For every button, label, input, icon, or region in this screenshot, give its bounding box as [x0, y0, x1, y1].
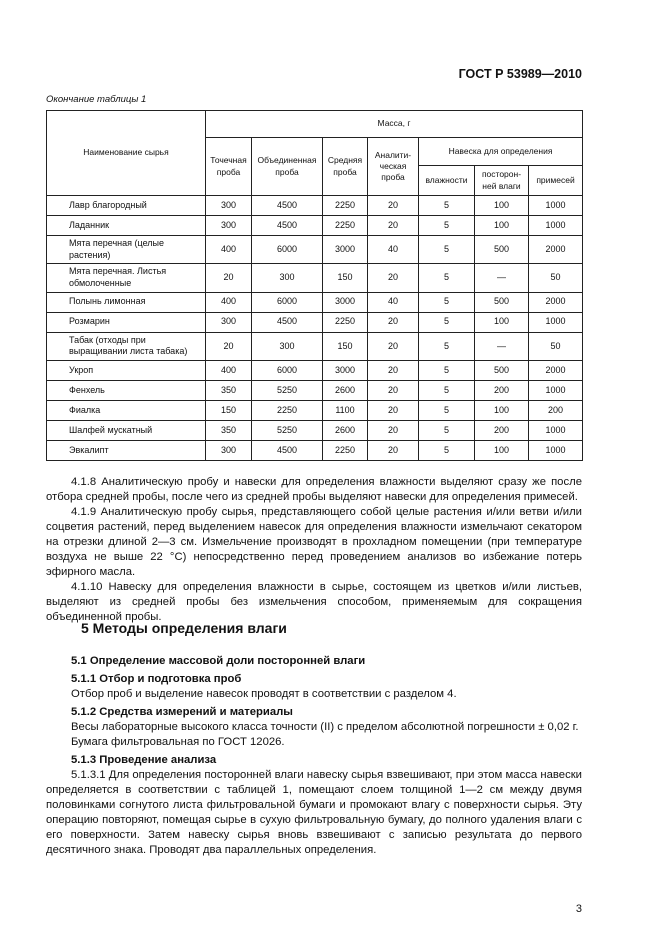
header-average: Средняя проба [323, 138, 368, 196]
row-value: 300 [252, 264, 323, 292]
paragraph-4-1-9: 4.1.9 Аналитическую пробу сырья, представляющего собой целые растения и/или ветви и/или соцветия растений, перед выделением навесок для определения влажности измельчают секатором на отрезки длиной 2—3 см. Измельчение производят в прохладном помещении (при температуре воздуха не выше 22 °С) непосредственно перед проведением анализов во избежание потерь эфирного масла. [46, 506, 582, 578]
row-value: 150 [206, 401, 252, 421]
section-5-1-2-text-1: Весы лабораторные высокого класса точности (II) с пределом абсолютной погрешности ± 0,02 г. [71, 721, 579, 733]
row-value: 100 [475, 196, 529, 216]
row-value: 2250 [323, 441, 368, 461]
table-row [47, 196, 583, 216]
row-value: 2000 [529, 292, 583, 312]
row-name: Табак (отходы при выращивании листа табака) [47, 332, 206, 360]
row-value: 20 [368, 196, 419, 216]
row-value: 20 [368, 332, 419, 360]
row-value: 100 [475, 441, 529, 461]
page-number: 3 [575, 903, 582, 915]
row-value: 4500 [252, 196, 323, 216]
row-value: 500 [475, 292, 529, 312]
row-value: 1000 [529, 441, 583, 461]
section-5-1-2-text-2: Бумага фильтровальная по ГОСТ 12026. [71, 736, 285, 748]
row-value: 3000 [323, 236, 368, 264]
row-value: 1100 [323, 401, 368, 421]
row-value: 300 [206, 312, 252, 332]
row-value: 4500 [252, 441, 323, 461]
row-value: 5 [419, 264, 475, 292]
row-value: 350 [206, 421, 252, 441]
row-value: 500 [475, 236, 529, 264]
row-value: 6000 [252, 236, 323, 264]
row-value: 20 [368, 264, 419, 292]
row-value: 5 [419, 216, 475, 236]
table-row [47, 361, 583, 381]
row-value: 20 [368, 441, 419, 461]
row-value: 20 [368, 361, 419, 381]
row-value: 5 [419, 292, 475, 312]
table-row [47, 401, 583, 421]
header-point: Точечная проба [206, 138, 252, 196]
row-value: 5250 [252, 381, 323, 401]
row-value: 2250 [323, 216, 368, 236]
row-value: 100 [475, 401, 529, 421]
paragraph-4-1-8: 4.1.8 Аналитическую пробу и навески для определения влажности выделяют сразу же после отбора средней пробы, после чего из средней пробы выделяют навески для определения примесей. [46, 476, 582, 503]
header-portion: Навеска для определения [419, 138, 583, 166]
table-row [47, 421, 583, 441]
row-value: 3000 [323, 292, 368, 312]
row-value: 20 [368, 421, 419, 441]
row-value: 20 [368, 381, 419, 401]
row-name: Розмарин [47, 312, 206, 332]
table-row [47, 381, 583, 401]
section-5-1-1-text: Отбор проб и выделение навесок проводят в соответствии с разделом 4. [71, 688, 457, 700]
table-row [47, 332, 583, 360]
table-row [47, 441, 583, 461]
row-value: 2250 [252, 401, 323, 421]
section-5-1-1-title: 5.1.1 Отбор и подготовка проб [71, 673, 242, 685]
row-value: 1000 [529, 381, 583, 401]
row-value: 5 [419, 361, 475, 381]
table-row [47, 236, 583, 264]
row-value: 300 [206, 441, 252, 461]
row-value: 20 [206, 264, 252, 292]
row-value: 5 [419, 401, 475, 421]
row-value: 200 [475, 381, 529, 401]
row-value: 1000 [529, 312, 583, 332]
row-name: Укроп [47, 361, 206, 381]
section-5-1-title: 5.1 Определение массовой доли посторонней влаги [71, 655, 366, 667]
row-value: 400 [206, 361, 252, 381]
header-moisture: влажности [419, 166, 475, 196]
row-value: 20 [368, 312, 419, 332]
row-value: 2600 [323, 421, 368, 441]
row-value: 500 [475, 361, 529, 381]
section-5-title: 5 Методы определения влаги [81, 620, 287, 636]
section-5-body [46, 651, 582, 858]
row-value: 5 [419, 332, 475, 360]
row-value: 300 [252, 332, 323, 360]
table-row [47, 216, 583, 236]
row-value: 1000 [529, 216, 583, 236]
row-value: 20 [206, 332, 252, 360]
table-row [47, 312, 583, 332]
row-name: Фенхель [47, 381, 206, 401]
row-value: 100 [475, 312, 529, 332]
row-value: 2250 [323, 196, 368, 216]
row-value: 5 [419, 421, 475, 441]
paragraphs-4-1 [46, 475, 582, 625]
row-value: 5 [419, 381, 475, 401]
row-value: 50 [529, 332, 583, 360]
table-row [47, 264, 583, 292]
row-value: 6000 [252, 361, 323, 381]
row-value: 50 [529, 264, 583, 292]
row-value: 150 [323, 264, 368, 292]
row-name: Полынь лимонная [47, 292, 206, 312]
header-name: Наименование сырья [47, 111, 206, 196]
row-value: 5 [419, 236, 475, 264]
row-value: 6000 [252, 292, 323, 312]
row-value: 1000 [529, 421, 583, 441]
row-value: 200 [475, 421, 529, 441]
header-foreign: посторон-ней влаги [475, 166, 529, 196]
row-name: Лавр благородный [47, 196, 206, 216]
row-value: 400 [206, 292, 252, 312]
row-value: 5250 [252, 421, 323, 441]
paragraph-4-1-10: 4.1.10 Навеску для определения влажности в сырье, состоящем из цветков и/или листьев, выделяют из средней пробы без измельчения способом, применяемым для сокращения объединенной пробы. [46, 581, 582, 623]
row-value: 350 [206, 381, 252, 401]
row-value: 150 [323, 332, 368, 360]
row-name: Ладанник [47, 216, 206, 236]
row-value: — [475, 264, 529, 292]
row-value: 2000 [529, 361, 583, 381]
mass-table [46, 110, 583, 461]
header-analytic: Аналити-ческая проба [368, 138, 419, 196]
row-name: Мята перечная. Листья обмолоченные [47, 264, 206, 292]
header-mass: Масса, г [206, 111, 583, 138]
row-name: Фиалка [47, 401, 206, 421]
row-name: Шалфей мускатный [47, 421, 206, 441]
header-impurities: примесей [529, 166, 583, 196]
table-row [47, 292, 583, 312]
row-value: 400 [206, 236, 252, 264]
row-value: 4500 [252, 312, 323, 332]
row-value: — [475, 332, 529, 360]
row-value: 40 [368, 236, 419, 264]
row-value: 3000 [323, 361, 368, 381]
row-value: 2250 [323, 312, 368, 332]
standard-number: ГОСТ Р 53989—2010 [458, 67, 582, 81]
row-value: 1000 [529, 196, 583, 216]
row-value: 5 [419, 441, 475, 461]
section-5-1-2-title: 5.1.2 Средства измерений и материалы [71, 706, 293, 718]
row-name: Мята перечная (целые растения) [47, 236, 206, 264]
row-value: 20 [368, 216, 419, 236]
row-value: 5 [419, 312, 475, 332]
table-caption: Окончание таблицы 1 [46, 94, 147, 105]
section-5-1-3-title: 5.1.3 Проведение анализа [71, 754, 217, 766]
row-value: 40 [368, 292, 419, 312]
row-value: 100 [475, 216, 529, 236]
row-value: 4500 [252, 216, 323, 236]
row-value: 300 [206, 196, 252, 216]
header-combined: Объединенная проба [252, 138, 323, 196]
row-value: 200 [529, 401, 583, 421]
section-5-1-3-1-text: 5.1.3.1 Для определения посторонней влаги навеску сырья взвешивают, при этом масса навески определяется в соответствии с таблицей 1, помещают слоем толщиной 1—2 см между двумя половинками согнутого листа фильтровальной бумаги и промокают влагу с поверхности сырья. Эту операцию повторяют, помещая сырье в сухую фильтровальную бумагу, до полного удаления влаги с его поверхности. Затем навеску сырья вновь взвешивают с записью результата до первого десятичного знака. Проводят два параллельных определения. [46, 769, 582, 856]
row-value: 2600 [323, 381, 368, 401]
row-value: 20 [368, 401, 419, 421]
row-name: Эвкалипт [47, 441, 206, 461]
row-value: 5 [419, 196, 475, 216]
row-value: 300 [206, 216, 252, 236]
row-value: 2000 [529, 236, 583, 264]
